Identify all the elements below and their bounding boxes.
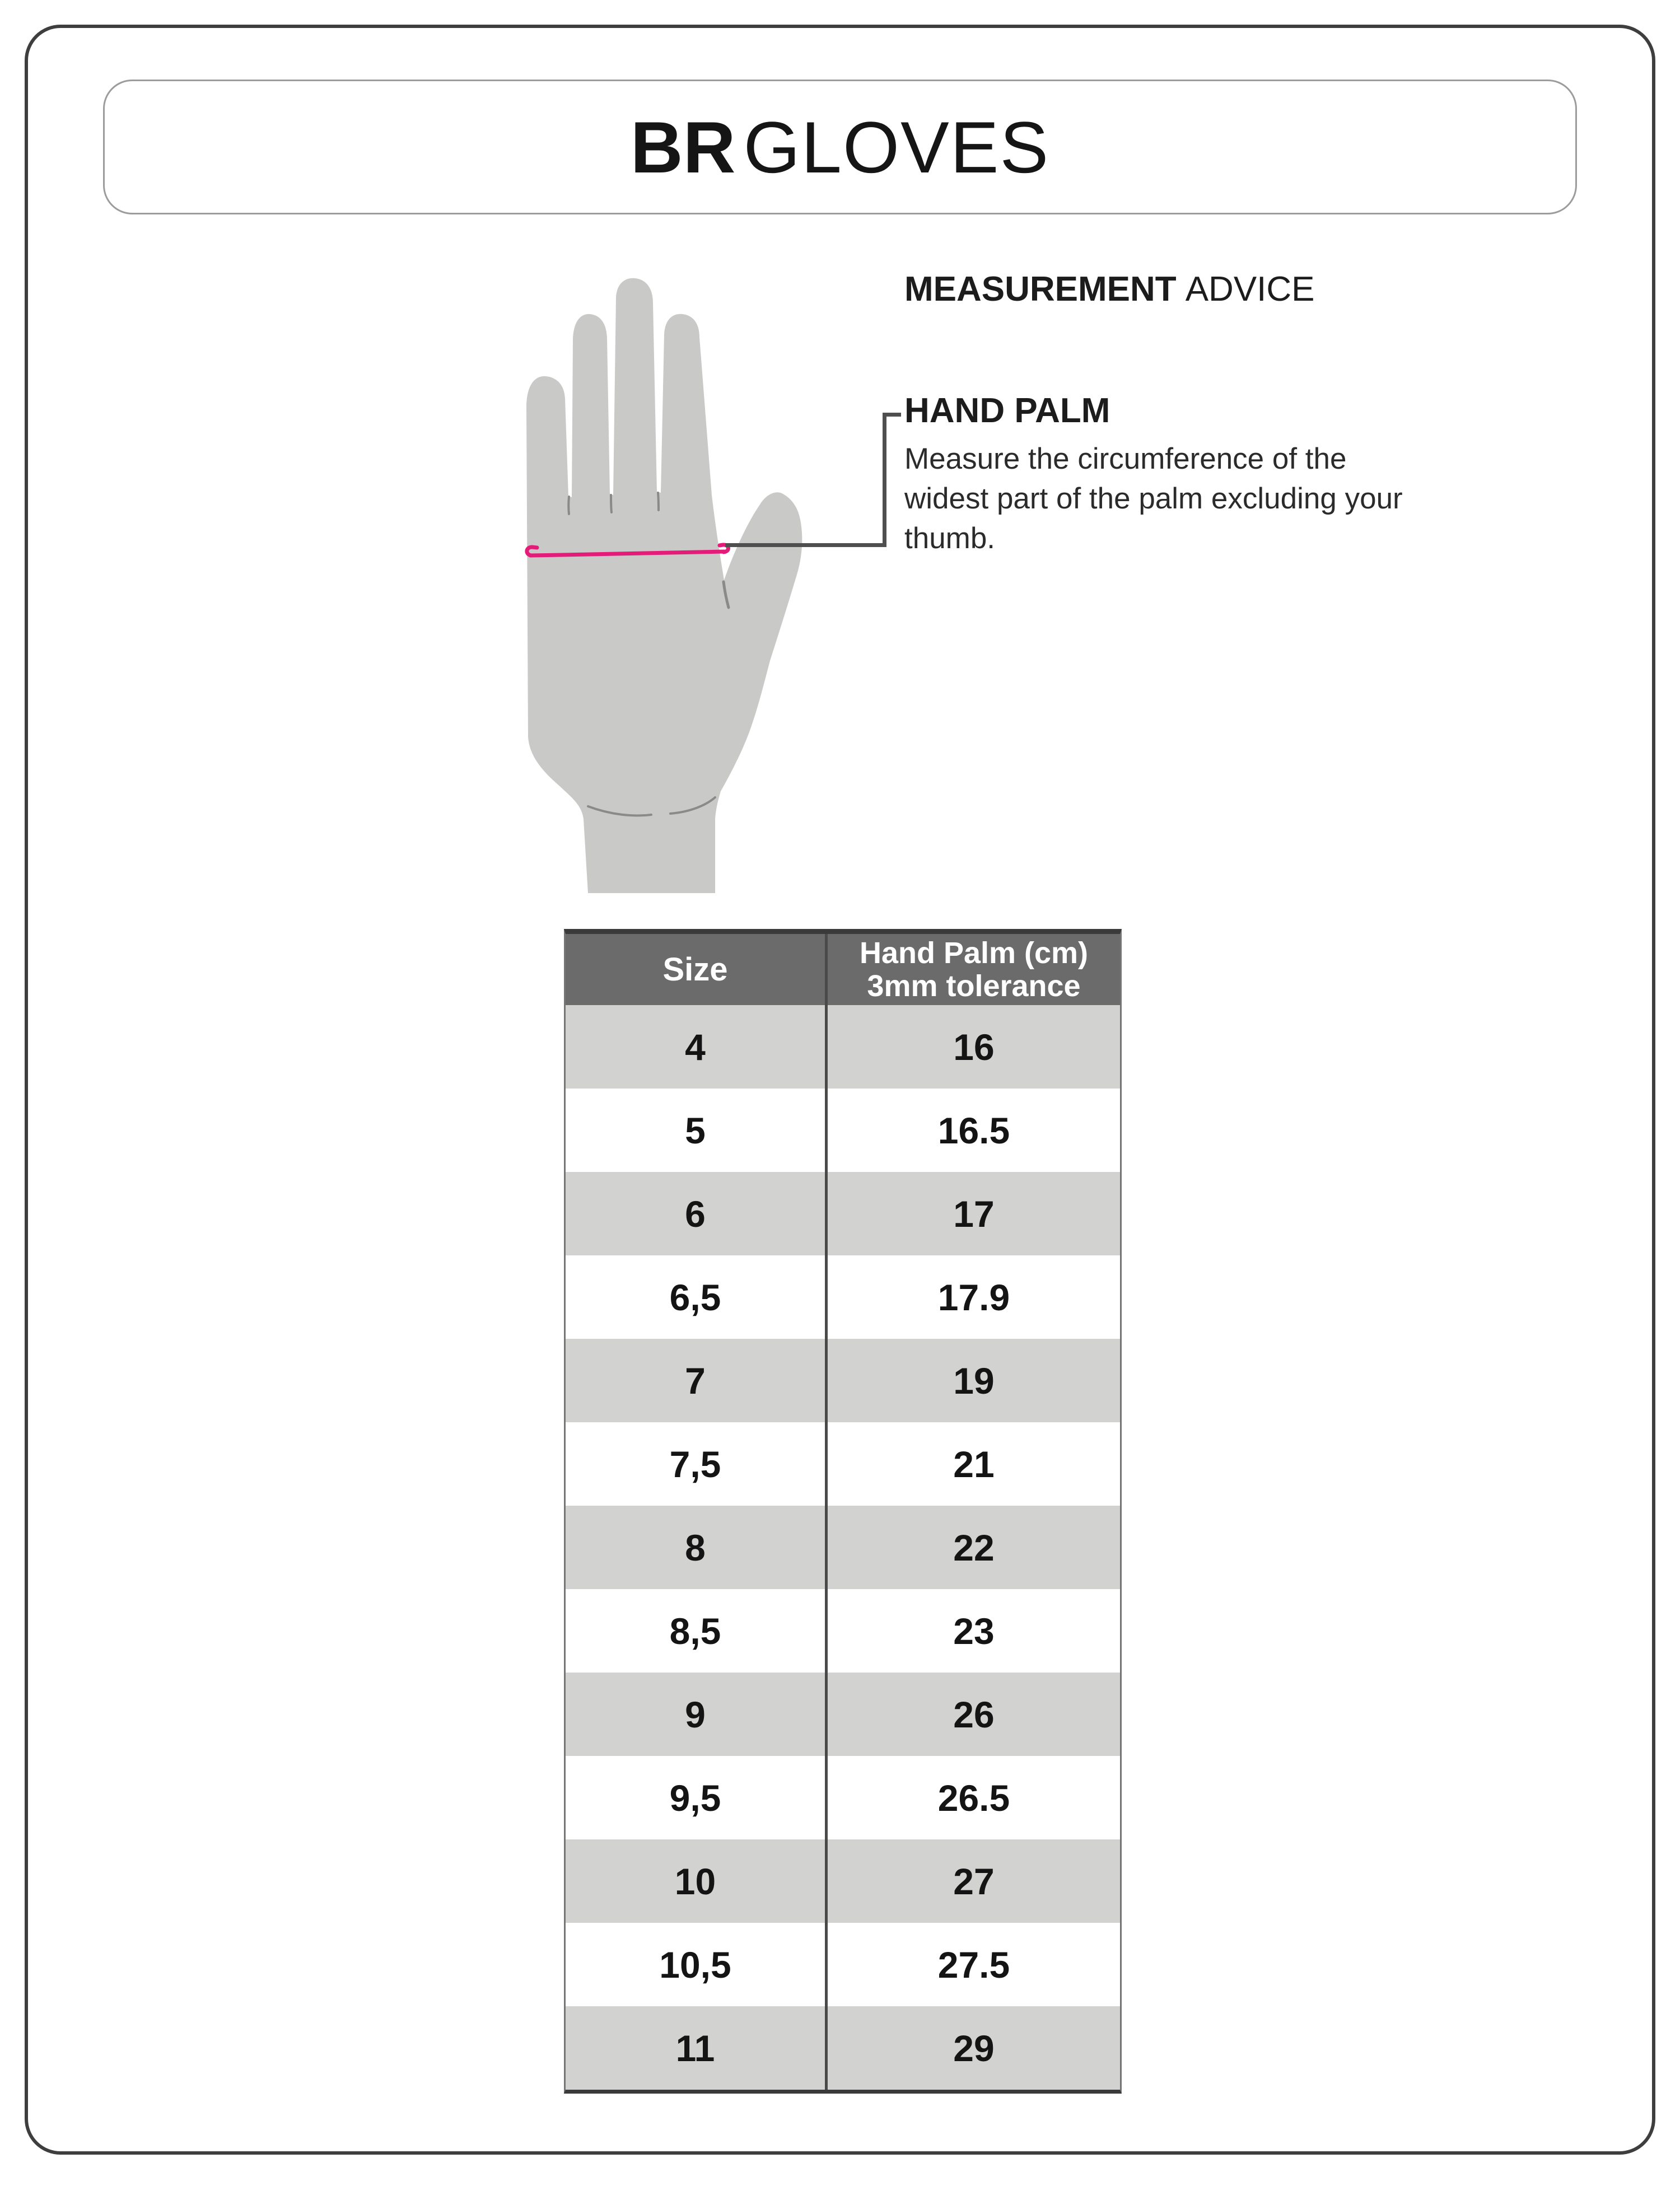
size-cell: 6,5 (669, 1276, 721, 1318)
palm-cell: 16 (825, 1005, 1120, 1089)
callout-line-tick (886, 413, 901, 417)
size-cell: 4 (685, 1026, 706, 1068)
size-cell: 10 (674, 1860, 716, 1902)
table-row (566, 1673, 1120, 1756)
table-row (566, 2006, 1120, 2090)
size-cell: 8,5 (669, 1610, 721, 1652)
brand-name: BR (630, 106, 736, 188)
size-cell: 11 (675, 2027, 715, 2069)
measurement-advice-regular: ADVICE (1185, 270, 1315, 309)
palm-column-header-line1: Hand Palm (cm) (859, 936, 1089, 970)
table-row (566, 1839, 1120, 1923)
table-row (566, 1339, 1120, 1422)
palm-cell: 21 (825, 1422, 1120, 1506)
palm-cell: 17.9 (825, 1255, 1120, 1339)
hand-palm-description-line1: Measure the circumference of the (904, 442, 1347, 475)
product-name: GLOVES (743, 106, 1050, 188)
palm-cell: 27.5 (825, 1923, 1120, 2006)
table-row (566, 1255, 1120, 1339)
hand-shape (526, 278, 802, 893)
palm-cell: 16.5 (825, 1089, 1120, 1172)
palm-cell: 27 (825, 1839, 1120, 1923)
size-cell: 10,5 (659, 1944, 731, 1986)
size-table-header (566, 934, 1120, 1005)
size-cell: 7 (685, 1360, 706, 1402)
measurement-advice-heading (904, 269, 1315, 309)
palm-cell: 26 (825, 1673, 1120, 1756)
size-table-body (566, 1005, 1120, 2090)
callout-line-horizontal (725, 543, 886, 547)
table-row (566, 1089, 1120, 1172)
measurement-advice-bold: MEASUREMENT (904, 270, 1177, 309)
size-cell: 6 (685, 1193, 706, 1235)
table-row (566, 1422, 1120, 1506)
palm-cell: 22 (825, 1506, 1120, 1589)
brand-header-box (103, 80, 1577, 214)
hand-palm-description-line3: thumb. (904, 522, 996, 555)
size-cell: 7,5 (669, 1443, 721, 1485)
table-row (566, 1756, 1120, 1839)
callout-line-vertical (883, 413, 886, 547)
page-title (631, 105, 1049, 189)
palm-cell: 26.5 (825, 1756, 1120, 1839)
hand-illustration (524, 273, 818, 893)
size-cell: 8 (685, 1526, 706, 1568)
size-cell: 9,5 (669, 1777, 721, 1819)
table-row (566, 1172, 1120, 1255)
palm-cell: 29 (825, 2006, 1120, 2090)
palm-column-header-line2: 3mm tolerance (867, 969, 1081, 1003)
palm-cell: 19 (825, 1339, 1120, 1422)
palm-column-header (825, 934, 1120, 1005)
palm-cell: 23 (825, 1589, 1120, 1673)
hand-palm-description (904, 439, 1403, 558)
table-row (566, 1005, 1120, 1089)
table-row (566, 1589, 1120, 1673)
table-row (566, 1506, 1120, 1589)
size-cell: 5 (685, 1109, 706, 1151)
table-row (566, 1923, 1120, 2006)
size-column-header: Size (662, 951, 728, 988)
palm-cell: 17 (825, 1172, 1120, 1255)
hand-palm-description-line2: widest part of the palm excluding your (904, 482, 1403, 515)
size-cell: 9 (685, 1693, 706, 1735)
hand-palm-heading: HAND PALM (904, 391, 1110, 430)
size-table (564, 929, 1122, 2094)
